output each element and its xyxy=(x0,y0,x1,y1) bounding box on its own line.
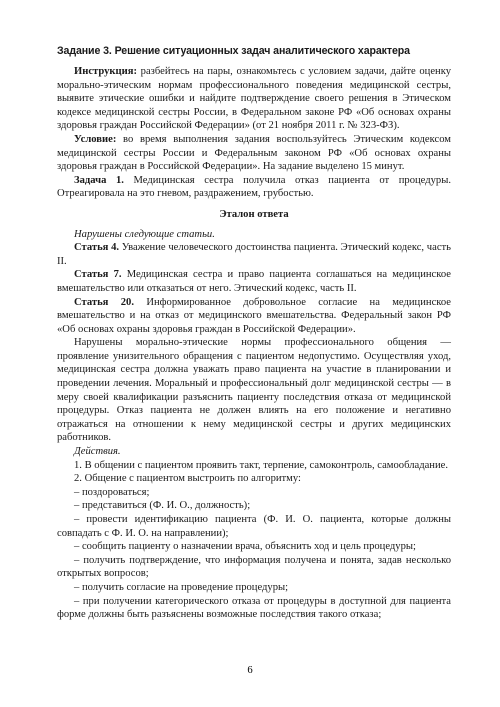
action-item: – представиться (Ф. И. О., должность); xyxy=(74,500,251,512)
task-label: Задача 1. xyxy=(74,174,124,186)
document-page xyxy=(57,44,451,622)
article-label: Статья 4. xyxy=(74,242,120,254)
task-paragraph xyxy=(57,174,451,201)
violated-label: Нарушены следующие статьи. xyxy=(74,228,215,240)
answer-heading: Эталон ответа xyxy=(219,208,289,220)
instruction-label: Инструкция: xyxy=(74,66,137,77)
action-item: – получить согласие на проведение процедуры; xyxy=(74,581,289,593)
action-item: – получить подтверждение, что информация получена и понята, задав несколько открытых вопросов; xyxy=(57,554,451,580)
action-item: 1. В общении с пациентом проявить такт, терпение, самоконтроль, самообладание. xyxy=(74,459,448,471)
article-label: Статья 20. xyxy=(74,296,134,308)
task-heading: Задание 3. Решение ситуационных задач аналитического характера xyxy=(57,45,410,57)
action-item: 2. Общение с пациентом выстроить по алгоритму: xyxy=(74,473,301,485)
instruction-text: разбейтесь на пары, ознакомьтесь с условием задачи, дайте оценку морально-этическим нормам профессионального поведения медицинской сестры, выявите этические ошибки и найдите подтверждение своего решения в Этическом кодексе медицинской сестры России, в Федеральном законе РФ «Об основах охраны здоровья граждан Российской Федерации» (от 21 ноября 2011 г. № 323-ФЗ). xyxy=(57,66,451,132)
article-text: Уважение человеческого достоинства пациента. Этический кодекс, часть II. xyxy=(57,242,451,267)
article-text: Информированное добровольное согласие на медицинское вмешательство и на отказ от медицинского вмешательства. Федеральный закон РФ «Об основах охраны здоровья граждан в Российской Федерации». xyxy=(57,296,452,335)
article-label: Статья 7. xyxy=(74,269,122,281)
condition-label: Условие: xyxy=(74,133,117,145)
condition-paragraph xyxy=(57,133,451,174)
action-item: – при получении категорического отказа от процедуры в доступной для пациента форме должны быть разъяснены возможные последствия такого отказа; xyxy=(57,595,451,621)
condition-text: во время выполнения задания воспользуйтесь Этическим кодексом медицинской сестры России и Федеральным законом РФ «Об основах охраны здоровья граждан в Российской Федерации». На задание выделено 15 минут. xyxy=(57,133,451,173)
task-text: Медицинская сестра получила отказ пациента от процедуры. Отреагировала на это гневом, раздражением, грубостью. xyxy=(57,174,451,200)
action-item: – провести идентификацию пациента (Ф. И. О. пациента, которые должны совпадать с Ф. И. О. на направлении); xyxy=(57,514,451,539)
article-paragraph xyxy=(57,241,451,268)
action-item: – поздороваться; xyxy=(74,486,150,498)
action-item: – сообщить пациенту о назначении врача, объяснить ход и цель процедуры; xyxy=(74,541,416,553)
actions-label: Действия. xyxy=(74,446,121,458)
page-number: 6 xyxy=(247,665,253,676)
article-text: Медицинская сестра и право пациента соглашаться на медицинское вмешательство или отказаться от него. Этический кодекс, часть II. xyxy=(57,269,451,294)
article-paragraph xyxy=(57,296,451,337)
article-paragraph xyxy=(57,268,451,295)
analysis-paragraph: Нарушены морально-этические нормы профессионального общения — проявление унизительного обращения с пациентом недопустимо. Осуществляя уход, медицинская сестра должна уважать право пациента на участие в планировании и проведении лечения. Моральный и профессиональный долг медицинской сестры — в меру своей квалификации разъяснить пациенту последствия отказа от медицинской процедуры. Отказ пациента не должен влиять на его положение и негативно отражаться на отношении к нему медицинской сестры и других медицинских работников. xyxy=(57,337,451,444)
instruction-paragraph xyxy=(57,65,451,133)
